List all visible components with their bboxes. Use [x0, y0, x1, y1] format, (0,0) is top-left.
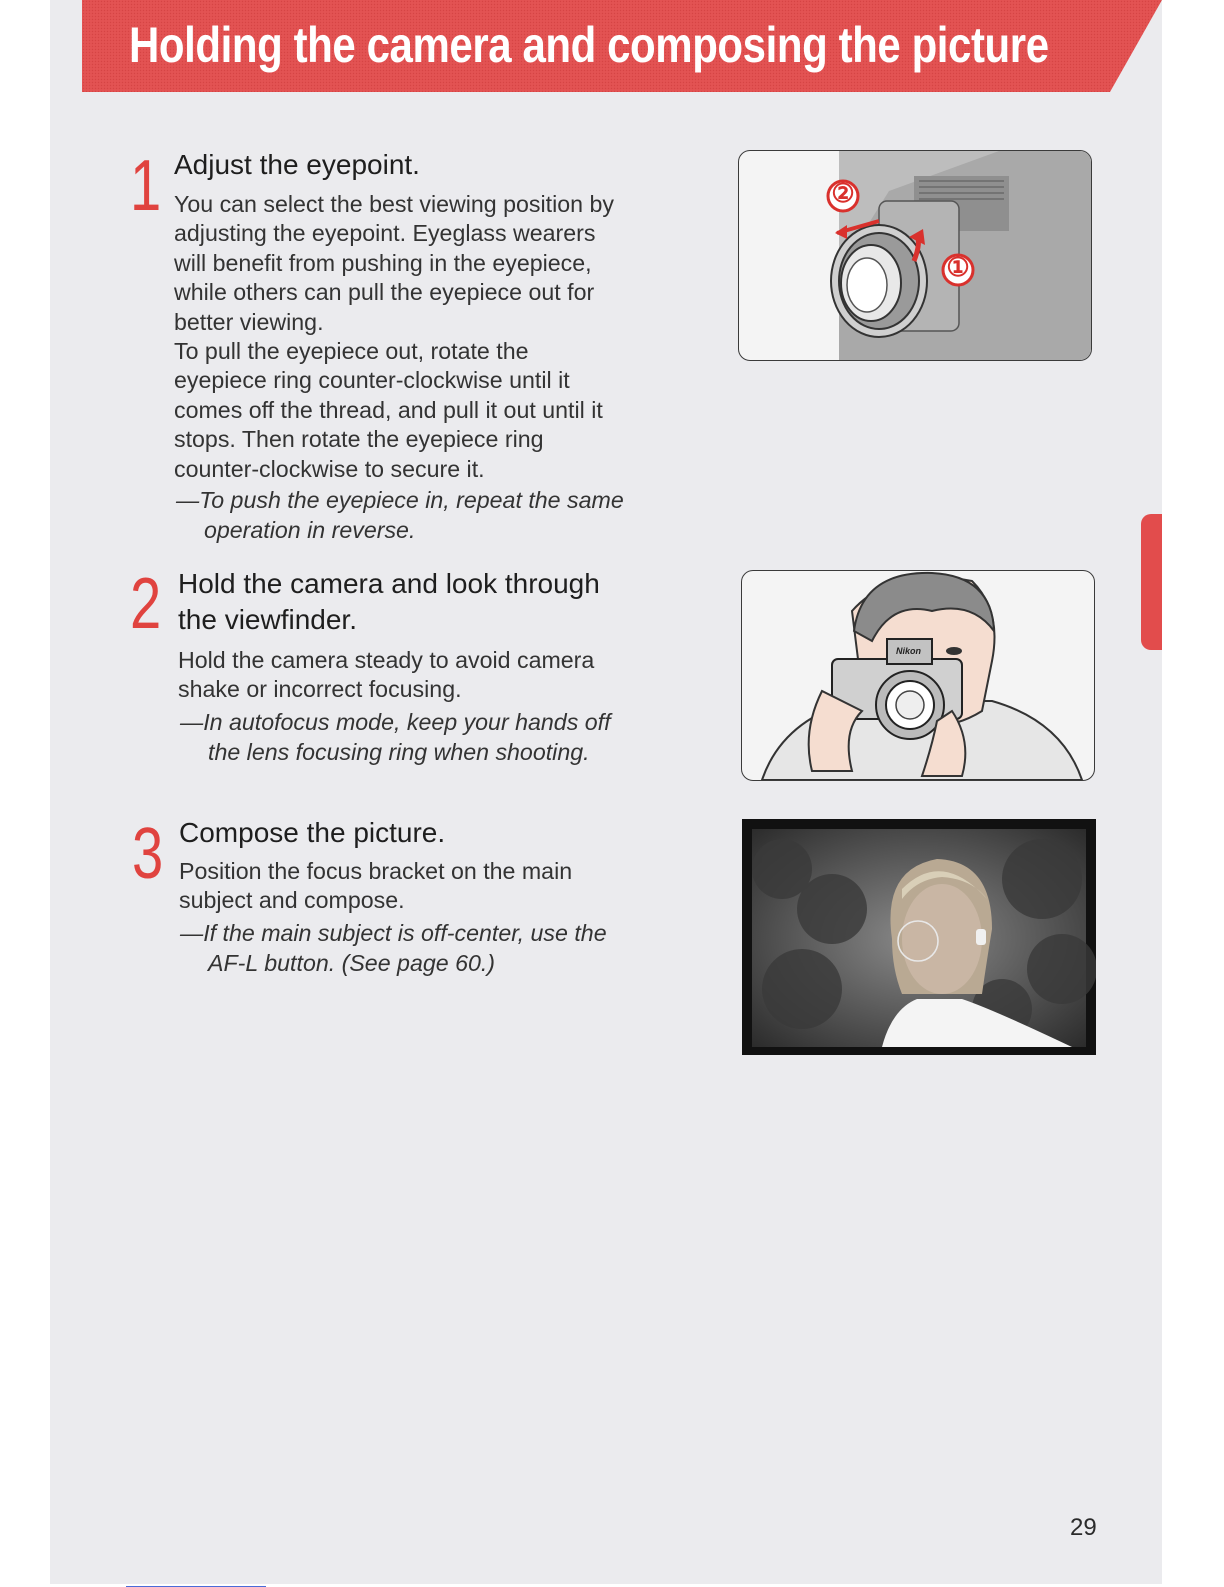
step-number-3: 3 — [132, 814, 164, 894]
chapter-side-tab — [1141, 514, 1162, 650]
note-line: operation in reverse. — [204, 516, 416, 543]
eyepiece-adjustment-illustration — [738, 150, 1092, 361]
step-body-1 — [174, 190, 614, 484]
note-line: —In autofocus mode, keep your hands off — [180, 709, 611, 735]
step-note-2 — [180, 708, 611, 767]
page-number: 29 — [1070, 1514, 1097, 1541]
step-heading-1: Adjust the eyepoint. — [174, 149, 420, 180]
page-title: Holding the camera and composing the picture — [129, 17, 1049, 73]
step-body-2 — [178, 646, 594, 705]
body-line: To pull the eyepiece out, rotate the — [174, 338, 529, 365]
step-number-1: 1 — [130, 146, 162, 226]
note-line: —To push the eyepiece in, repeat the same — [176, 487, 624, 513]
body-line: shake or incorrect focusing. — [178, 676, 462, 703]
step-heading-3: Compose the picture. — [179, 817, 446, 848]
step-note-1 — [176, 486, 624, 545]
callout-1: ① — [946, 252, 970, 282]
viewfinder-composition-photo — [742, 819, 1096, 1055]
body-line: subject and compose. — [179, 887, 405, 914]
body-line: better viewing. — [174, 308, 324, 335]
note-line: the lens focusing ring when shooting. — [208, 738, 590, 765]
step-heading-2: Hold the camera and look through the viewfinder. — [178, 568, 600, 635]
note-line: AF-L button. (See page 60.) — [208, 949, 496, 976]
header-banner — [82, 0, 1162, 98]
photographer-icon — [742, 571, 1094, 780]
camera-eyepiece-icon — [739, 151, 1091, 360]
body-line: Position the focus bracket on the main — [179, 858, 573, 884]
callout-2: ② — [831, 178, 855, 208]
body-line: You can select the best viewing position by — [174, 191, 614, 217]
body-line: while others can pull the eyepiece out for — [174, 279, 595, 306]
step-number-2: 2 — [130, 564, 162, 644]
manual-page — [50, 0, 1162, 1584]
body-line: stops. Then rotate the eyepiece ring — [174, 426, 544, 453]
portrait-photo-image — [742, 819, 1096, 1055]
body-line: comes off the thread, and pull it out until it — [174, 396, 603, 423]
body-line: counter-clockwise to secure it. — [174, 455, 485, 482]
step-note-3 — [180, 919, 607, 978]
body-line: eyepiece ring counter-clockwise until it — [174, 367, 570, 394]
note-line: —If the main subject is off-center, use the — [180, 920, 607, 946]
step-body-3 — [179, 857, 572, 916]
body-line: adjusting the eyepoint. Eyeglass wearers — [174, 220, 596, 247]
body-line: Hold the camera steady to avoid camera — [178, 647, 595, 673]
body-line: will benefit from pushing in the eyepiece, — [174, 249, 592, 276]
camera-brand-mark: Nikon — [896, 646, 922, 656]
photographer-holding-camera-illustration — [741, 570, 1095, 781]
